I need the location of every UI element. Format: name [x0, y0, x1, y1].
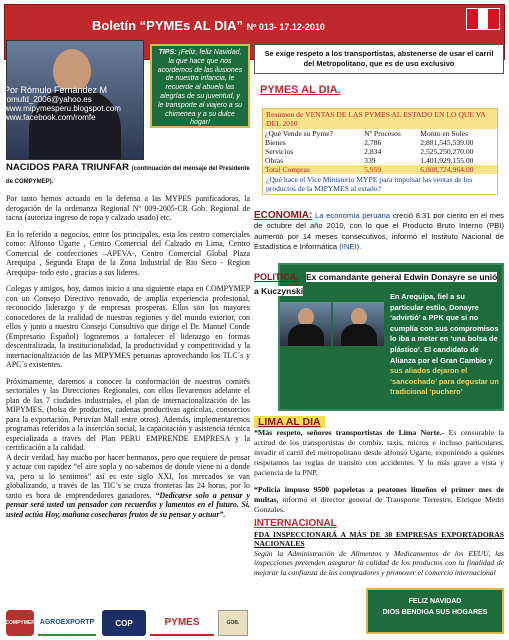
table-cell: 1,401,929,155.00 — [420, 156, 474, 165]
christmas-box — [366, 588, 504, 634]
sales-summary-table — [262, 108, 498, 195]
table-cell: 5,959 — [362, 165, 418, 174]
economia-section — [254, 211, 504, 252]
article-final-text: A decir verdad, hay mucho por hacer hermanos, pero que requiere de pensar y actuar con rapidez “el aire sopla y no sabemos de donde viene ni a donde va, pero si lo sentimos” así es este siglo XXI, los mercados se van globalizando, a través de las TIC’s se cruza fronteras las 24 horas, por lo tanto es hora de emprendedores ganadores. — [6, 452, 250, 500]
lima-item-text: Es censurable la actitud de los transportistas de combis, taxis, micros e incluso particulares, invadir el carril del metropolitano desde alfonso Ugarte, exponiendo a quienes respetamos las reglas de transito con accidentes. Y lo más grave a vista y paciencia de la PNP. — [254, 428, 504, 477]
table-row — [263, 147, 497, 156]
author-credit — [4, 85, 138, 122]
politica-box-highlight: sus aliados dejaron el ‘sancochado’ para degustar un tradicional ‘puchero’ — [390, 366, 499, 397]
donayre-photo — [333, 302, 384, 346]
christmas-line: FELIZ NAVIDAD — [408, 598, 462, 605]
peru-flag-icon — [466, 8, 500, 30]
flag-stripe-right — [488, 9, 499, 29]
politica-box-text — [388, 292, 502, 398]
economia-text: creció 8.31 por ciento en el mes de octubre del año 2010, con lo que el Producto Bruto Interno (PBI) aumentó por 14 meses consecutivos, informó el Instituto Nacional de Estadística e Informática — [254, 211, 504, 251]
politica-box-body: En Arequipa, fiel a su particular estilo, Donayre ‘advirtió’ a PPK que si no cumplía con sus compromisos lo iba a meter en ‘una bolsa de plástico’. El candidato de Alianza por el Gran Cambio y — [390, 292, 499, 365]
author-name: Por Rómulo Fernández M — [4, 85, 108, 95]
table-row — [263, 138, 497, 147]
table-cell: 2,525,250,270.00 — [420, 147, 474, 156]
author-email[interactable]: romufd_2006@yahoo.es — [4, 95, 92, 104]
flag-stripe-left — [467, 9, 478, 29]
bulletin-name: Boletín “PYMEs AL DIA” — [92, 18, 243, 33]
economia-lead: La economía peruana — [315, 211, 391, 220]
cop-logo: COP — [102, 610, 146, 636]
kuczynski-photo — [280, 302, 331, 346]
column-header: Monto en Soles — [420, 129, 468, 138]
table-cell: 2,786 — [364, 138, 382, 147]
table-cell: 6,808,724,964.00 — [418, 165, 497, 174]
politica-heading — [254, 270, 374, 284]
table-cell: Total Compras — [263, 165, 362, 174]
column-header: ¿Qué Vende su Pyme? — [265, 129, 333, 138]
lima-item-text: informó el director general de Transporte Terrestre, Enrique Medri Gonzales. — [254, 495, 504, 514]
article-final — [6, 453, 250, 520]
article-paragraph: Por tanto hemos actuado en la defensa a las MYPES panificadoras, la derogación de la ordenanza Regional Nº 009-2005-CR Gob. Regional de tacna (autoriza ingreso de ropa y calzado usado) etc. — [6, 194, 250, 222]
compymep-logo: COMPYMEP — [6, 610, 34, 636]
lima-heading — [254, 412, 504, 426]
article-paragraph: Colegas y amigos, hoy, damos inicio a una siguiente etapa en COMPYMEP con un Consejo Directivo renovado, de amplia experiencia profesional, reconocido liderazgo y de empresas prosperas. Ellos son los mayores conocedores de la realidad de nuestras regiones y del mundo exterior, con ellos y junto a nuestro Consejo Consultivo que dirige el Dr. Manuel Conde (Empresario Español) lograremos a fortalecer el liderazgo en formas descentralizada, la institucionalidad, la productividad y competitividad y la internacionalización de las MIPYMES peruanas aprovechando los TLC´s y APC´s existentes. — [6, 284, 250, 369]
sales-table — [263, 129, 497, 174]
lima-item — [254, 428, 504, 478]
bulletin-title — [92, 18, 325, 33]
government-seal-logo: GOB. — [218, 610, 248, 636]
table-cell: 339 — [364, 156, 376, 165]
blessing-line: DIOS BENDIGA SUS HOGARES — [382, 609, 488, 616]
table-cell: Servicios — [265, 147, 294, 156]
article-paragraph: En lo referido a negocios, entre los principales, esta los centro comerciales como: Alfonso Ugarte , Centro Comercial del Calzado en Lima, Centro Comercial de confecciones –APEVA-, Centro Comercial Global Plaza Arequipa , Segunda Etapa de la Zona Industrial de Rio Seco - Region Arequipa- todo esto , gracias a sus lideres. — [6, 229, 250, 277]
tips-text: ¡Feliz, feliz Navidad, la que hace que nos acordemos de las ilusiones de nuestra infancia, le recuerde al abuelo las alegrías de su juventud, y le transporte al viajero a su chimenea y a su dulce hogar! — [157, 49, 243, 127]
table-total-row — [263, 165, 497, 174]
table-header-row — [263, 129, 497, 138]
politica-photos — [280, 302, 384, 346]
author-blog[interactable]: www.mipymesperu.blogspot.com — [4, 104, 121, 113]
lima-item — [254, 485, 504, 515]
pymes-logo: PYMES — [150, 610, 214, 636]
table-cell: Bienes — [265, 138, 286, 147]
tips-label: TIPS: — [158, 49, 177, 56]
internacional-section — [254, 530, 504, 577]
left-article — [6, 194, 250, 526]
table-cell: 2,881,545,539.00 — [420, 138, 474, 147]
internacional-title: FDA INSPECCIONARÁ A MÁS DE 30 EMPRESAS EXPORTADORAS NACIONALES — [254, 530, 504, 549]
bulletin-issue: Nº 013- 17.12-2010 — [246, 22, 325, 32]
sponsor-logos — [6, 608, 250, 638]
politica-title: Ex comandante general Edwin Donayre se unió a Kuczynski — [254, 272, 498, 296]
lima-item-title: *Más respeto, señores transportistas de Lima Norte.- — [254, 428, 445, 437]
politica-label: POLITICA. — [254, 272, 299, 282]
article-closing-quote: “Dedicarse solo a pensar y pensar será usted un pensador con recuerdos y lamentos en el futuro. Si, usted actúa Hoy, mañana cosecharas frutos de su pensar y actuar”. — [6, 490, 250, 519]
agroexportp-logo: AGROEXPORTP — [38, 610, 96, 636]
nacidos-heading — [6, 162, 250, 188]
sales-summary-question: ¿Qué hace el Vice Ministerio MYPE para impulsar las ventas de los productos de la MIPYMES al estado? — [266, 175, 473, 193]
pymes-section-heading: PYMES AL DIA. — [260, 84, 341, 96]
flag-stripe-center — [478, 9, 489, 29]
economia-source: (INEI). — [339, 241, 362, 251]
lima-section — [254, 428, 504, 522]
transport-banner: Se exige respeto a los transportistas, abstenerse de usar el carril del Metropolitano, que es de uso exclusivo — [254, 44, 504, 74]
table-cell: Obras — [265, 156, 284, 165]
internacional-text: Según la Administración de Alimentos y Medicamentos de los EEUU, las inspecciones pretenden asegurar la calidad de los productos con la finalidad de mejorar la confianza de los compradores y promover el comercio internacional — [254, 548, 504, 577]
article-paragraph: Próximamente, daremos a conocer la conformación de nuestros comités sectoriales y las Direcciones Regionales, con ellos llevaremos adelante el plan de las 7 ciudades industriales, el plan de internacionalización de las MIPYMES, (bolsa de productos, cadenas productivas agrícolas, consorcios para la exportación, Peruvian Mall entre otros). Además, implementaremos programas referidos a la inserción social, la capacitación y asistencia técnica especializada a traves del Plan PERU EMPRENDE EMPRESA y la certificación a la calidad. — [6, 376, 250, 452]
nacidos-subtitle: (continuación del mensaje del Presidente de COMPYMEP). — [6, 166, 250, 185]
table-row — [263, 156, 497, 165]
table-cell: 2,834 — [364, 147, 382, 156]
internacional-heading: INTERNACIONAL — [254, 518, 337, 529]
nacidos-title: NACIDOS PARA TRIUNFAR — [6, 162, 129, 173]
tips-box — [150, 44, 250, 128]
lima-item-title: *Policia impuso 9500 papeletas a peatones limeños el primer mes de multas, — [254, 485, 504, 504]
author-facebook[interactable]: www.facebook.com/romfe — [4, 113, 96, 122]
lima-heading-label: LIMA AL DIA — [254, 416, 325, 428]
column-header: Nº Procesos — [364, 129, 401, 138]
economia-label: ECONOMIA: — [254, 210, 313, 221]
sales-summary-title: Resumen de VENTAS DE LAS PYMES AL ESTADO EN LO QUE VA DEL 2010 — [263, 109, 497, 129]
